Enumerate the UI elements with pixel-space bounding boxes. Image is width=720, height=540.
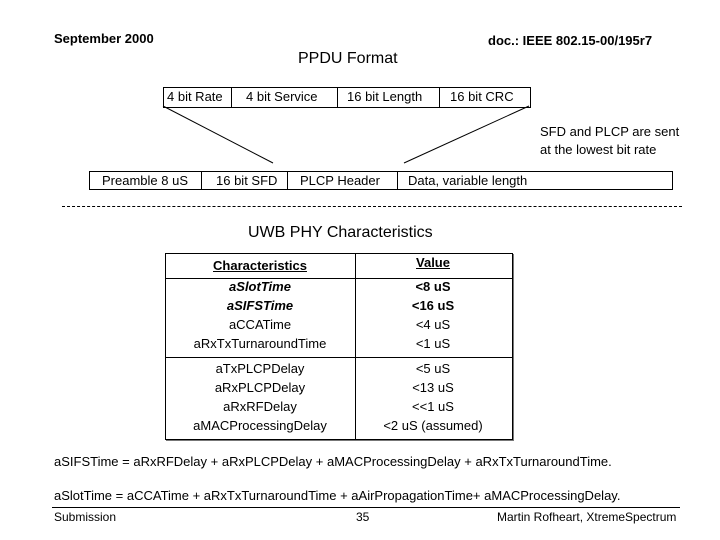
footer-rule (52, 507, 680, 508)
char-value: <16 uS (411, 298, 455, 313)
divider (287, 172, 288, 189)
col-header-characteristics: Characteristics (213, 258, 307, 273)
ppdu-field-plcp-header: PLCP Header (300, 173, 380, 188)
char-name: aCCATime (228, 317, 292, 332)
char-value: <4 uS (415, 317, 451, 332)
equation-sifs: aSIFSTime = aRxRFDelay + aRxPLCPDelay + aMACProcessingDelay + aRxTxTurnaroundTime. (54, 454, 612, 469)
char-name: aRxRFDelay (223, 399, 297, 414)
plcp-field-service: 4 bit Service (246, 89, 318, 104)
char-name: aSIFSTime (226, 298, 294, 313)
ppdu-field-preamble: Preamble 8 uS (102, 173, 188, 188)
group2-values (355, 359, 511, 435)
dashed-separator (62, 206, 682, 207)
footer-author: Martin Rofheart, XtremeSpectrum (497, 510, 677, 524)
header-date: September 2000 (54, 31, 154, 46)
plcp-field-rate: 4 bit Rate (167, 89, 223, 104)
plcp-field-crc: 16 bit CRC (450, 89, 514, 104)
header-doc-id: doc.: IEEE 802.15-00/195r7 (488, 33, 653, 48)
ppdu-format-title: PPDU Format (298, 50, 398, 67)
divider (397, 172, 398, 189)
group1-values (355, 277, 511, 353)
char-name: aRxTxTurnaroundTime (193, 336, 327, 351)
char-value: <5 uS (415, 361, 451, 376)
uwb-title: UWB PHY Characteristics (248, 224, 433, 241)
char-value: <<1 uS (412, 399, 454, 414)
footer-submission: Submission (54, 510, 117, 524)
char-name: aTxPLCPDelay (215, 361, 305, 376)
divider (201, 172, 202, 189)
group-divider (166, 357, 512, 358)
ppdu-field-data: Data, variable length (408, 173, 528, 188)
plcp-field-length: 16 bit Length (347, 89, 423, 104)
char-name: aMACProcessingDelay (193, 418, 327, 433)
ppdu-field-sfd: 16 bit SFD (216, 173, 278, 188)
sfd-note-line1: SFD and PLCP are sent (540, 124, 680, 139)
char-value: <1 uS (415, 336, 451, 351)
footer-page-number: 35 (356, 510, 370, 524)
char-name: aRxPLCPDelay (214, 380, 306, 395)
char-name: aSlotTime (229, 279, 291, 294)
char-value: <13 uS (412, 380, 454, 395)
char-value: <2 uS (assumed) (383, 418, 483, 433)
equation-slot: aSlotTime = aCCATime + aRxTxTurnaroundTime + aAirPropagationTime+ aMACProcessingDelay. (54, 488, 621, 503)
col-header-value: Value (416, 255, 450, 270)
group1-names (165, 277, 355, 353)
group2-names (165, 359, 355, 435)
sfd-note-line2: at the lowest bit rate (540, 142, 657, 157)
char-value: <8 uS (415, 279, 451, 294)
